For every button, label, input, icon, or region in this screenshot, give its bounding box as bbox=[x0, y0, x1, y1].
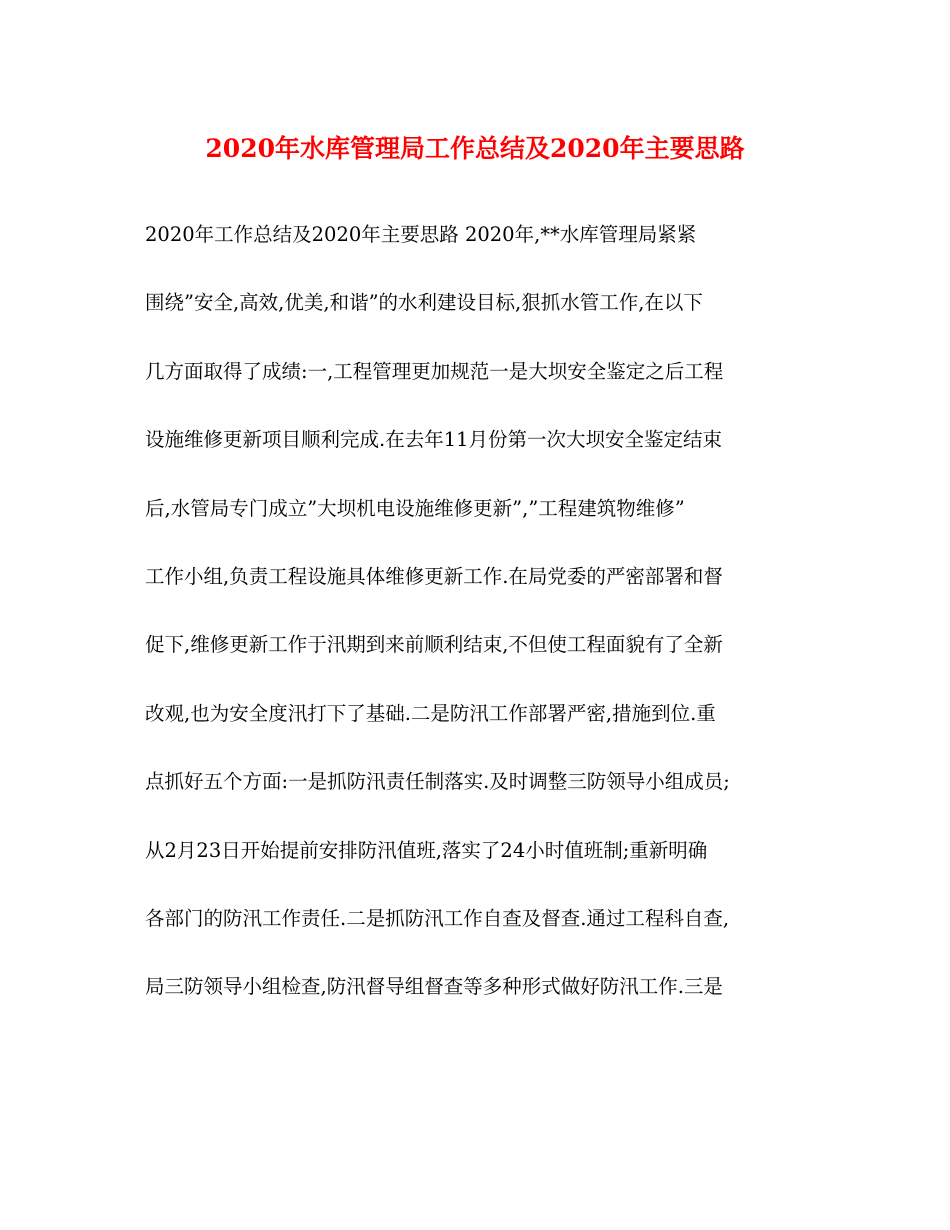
body-line-12: 局三防领导小组检查,防汛督导组督查等多种形式做好防汛工作.三是 bbox=[145, 975, 723, 999]
body-line-2: 围绕”安全,高效,优美,和谐”的水利建设目标,狠抓水管工作,在以下 bbox=[145, 291, 703, 315]
body-line-5: 后,水管局专门成立”大坝机电设施维修更新”,”工程建筑物维修” bbox=[145, 496, 685, 520]
body-line-11: 各部门的防汛工作责任.二是抓防汛工作自查及督查.通过工程科自查, bbox=[145, 906, 730, 930]
document-title: 2020年水库管理局工作总结及2020年主要思路 bbox=[205, 134, 745, 163]
body-line-4: 设施维修更新项目顺利完成.在去年11月份第一次大坝安全鉴定结束 bbox=[145, 428, 723, 452]
body-line-9: 点抓好五个方面:一是抓防汛责任制落实.及时调整三防领导小组成员; bbox=[145, 770, 730, 794]
body-line-7: 促下,维修更新工作于汛期到来前顺利结束,不但使工程面貌有了全新 bbox=[145, 633, 723, 657]
document-body bbox=[145, 215, 815, 1036]
body-line-8: 改观,也为安全度汛打下了基础.二是防汛工作部署严密,措施到位.重 bbox=[145, 701, 716, 725]
body-line-1: 2020年工作总结及2020年主要思路 2020年,**水库管理局紧紧 bbox=[145, 223, 697, 246]
body-line-3: 几方面取得了成绩:一,工程管理更加规范一是大坝安全鉴定之后工程 bbox=[145, 359, 724, 383]
body-line-10: 从2月23日开始提前安排防汛值班,落实了24小时值班制;重新明确 bbox=[145, 838, 708, 862]
body-line-6: 工作小组,负责工程设施具体维修更新工作.在局党委的严密部署和督 bbox=[145, 564, 723, 588]
